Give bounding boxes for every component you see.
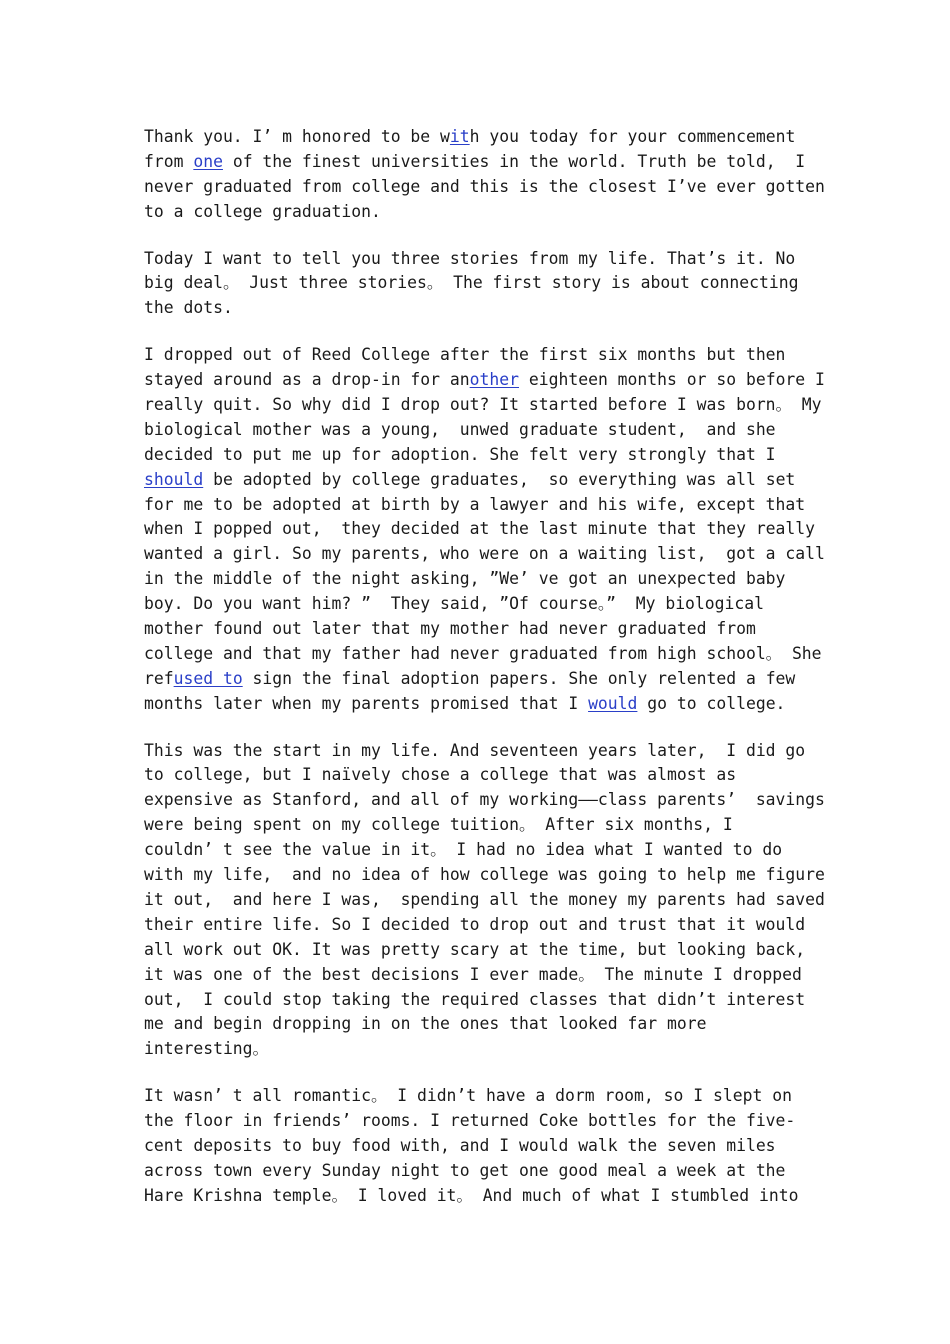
text-line [144,200,810,225]
text-line [144,125,810,150]
text-run: all work out OK. It was pretty scary at the time, but looking back, [144,939,806,959]
paragraph [144,739,825,1063]
text-line [144,788,825,813]
text-line [144,517,816,542]
paragraph [144,247,810,322]
text-run: never graduated from college and this is the closest I’ve ever gotten [144,176,825,196]
text-run: the dots. [144,298,233,318]
hyperlink[interactable]: one [193,151,223,171]
text-line [144,1012,810,1037]
text-run: across town every Sunday night to get one good meal a week at the [144,1160,786,1180]
text-line [144,368,825,393]
text-line [144,667,810,692]
text-line [144,468,810,493]
text-line [144,642,822,667]
text-line [144,592,810,617]
text-line [144,913,810,938]
text-run: interesting。 [144,1039,269,1059]
hyperlink[interactable]: should [144,469,204,489]
text-line [144,813,810,838]
text-run: to college, but I naïvely chose a college that was almost as [144,765,737,785]
text-line [144,963,810,988]
text-run: couldn’ t see the value in it。 I had no idea what I wanted to do [144,840,783,860]
text-run: to a college graduation. [144,201,381,221]
text-run: big deal。 Just three stories。 The first story is about connecting [144,273,799,293]
text-line [144,617,810,642]
text-line [144,988,810,1013]
text-line [144,343,810,368]
text-run: be adopted by college graduates, so everything was all set [203,469,796,489]
text-line [144,567,810,592]
text-run: stayed around as a drop-in for an [144,370,470,390]
text-run: their entire life. So I decided to drop out and trust that it would [144,914,806,934]
text-run: boy. Do you want him? ” They said, ”Of course。” My biological [144,594,765,614]
paragraph [144,125,825,225]
hyperlink[interactable]: used to [173,668,243,688]
text-run: It wasn’ t all romantic。 I didn’t have a dorm room, so I slept on [144,1086,792,1106]
text-run: for me to be adopted at birth by a lawyer and his wife, except that [144,494,806,514]
text-line [144,863,825,888]
text-line [144,418,810,443]
text-run: eighteen months or so before I [519,370,825,390]
text-line [144,150,810,175]
text-line [144,763,810,788]
text-run: when I popped out, they decided at the last minute that they really [144,519,816,539]
text-run: Today I want to tell you three stories from my life. That’s it. No [144,248,796,268]
text-run: Hare Krishna temple。 I loved it。 And much of what I stumbled into [144,1185,799,1205]
text-run: from [144,151,194,171]
text-run: biological mother was a young, unwed graduate student, and she [144,419,776,439]
text-run: of the finest universities in the world. Truth be told, I [222,151,806,171]
text-line [144,542,825,567]
text-run: cent deposits to buy food with, and I would walk the seven miles [144,1135,776,1155]
text-run: me and begin dropping in on the ones that looked far more [144,1014,707,1034]
text-line [144,838,810,863]
text-run: months later when my parents promised that I [144,693,589,713]
text-line [144,1159,810,1184]
text-run: the floor in friends’ rooms. I returned Coke bottles for the five- [144,1111,796,1131]
paragraph [144,343,825,716]
hyperlink[interactable]: it [449,127,470,146]
text-line [144,296,810,321]
text-line [144,888,825,913]
text-run: mother found out later that my mother had never graduated from [144,619,756,639]
text-run: decided to put me up for adoption. She felt very strongly that I [144,444,776,464]
text-line [144,443,810,468]
paragraph [144,1084,810,1208]
hyperlink[interactable]: would [588,693,638,713]
text-run: This was the start in my life. And seventeen years later, I did go [144,740,806,760]
text-run: really quit. So why did I drop out? It started before I was born。 My [144,395,822,415]
text-line [144,271,810,296]
document-body [144,125,825,1231]
text-run: out, I could stop taking the required classes that didn’t interest [144,989,806,1009]
text-line [144,692,810,717]
text-line [144,1134,810,1159]
text-run: h you today for your commencement [469,127,796,146]
text-run: ref [144,668,174,688]
text-run: it out, and here I was, spending all the money my parents had saved [144,889,825,909]
text-run: it was one of the best decisions I ever made。 The minute I dropped [144,964,802,984]
text-run: were being spent on my college tuition。 After six months, I [144,815,733,835]
text-line [144,1037,810,1062]
text-line [144,175,825,200]
text-line [144,938,810,963]
text-line [144,393,822,418]
text-run: expensive as Stanford, and all of my working——class parents’ savings [144,790,825,810]
text-line [144,1109,810,1134]
text-run: with my life, and no idea of how college was going to help me figure [144,865,825,885]
text-run: college and that my father had never graduated from high school。 She [144,643,822,663]
hyperlink[interactable]: other [469,370,519,390]
text-run: go to college. [637,693,786,713]
text-run: Thank you. I’ m honored to be w [144,127,450,146]
text-line [144,739,810,764]
text-line [144,493,810,518]
text-line [144,1184,810,1209]
text-run: I dropped out of Reed College after the first six months but then [144,345,786,365]
text-run: in the middle of the night asking, ”We’ ve got an unexpected baby [144,569,786,589]
text-run: sign the final adoption papers. She only relented a few [242,668,796,688]
text-line [144,247,810,272]
text-run: wanted a girl. So my parents, who were on a waiting list, got a call [144,544,825,564]
text-line [144,1084,810,1109]
